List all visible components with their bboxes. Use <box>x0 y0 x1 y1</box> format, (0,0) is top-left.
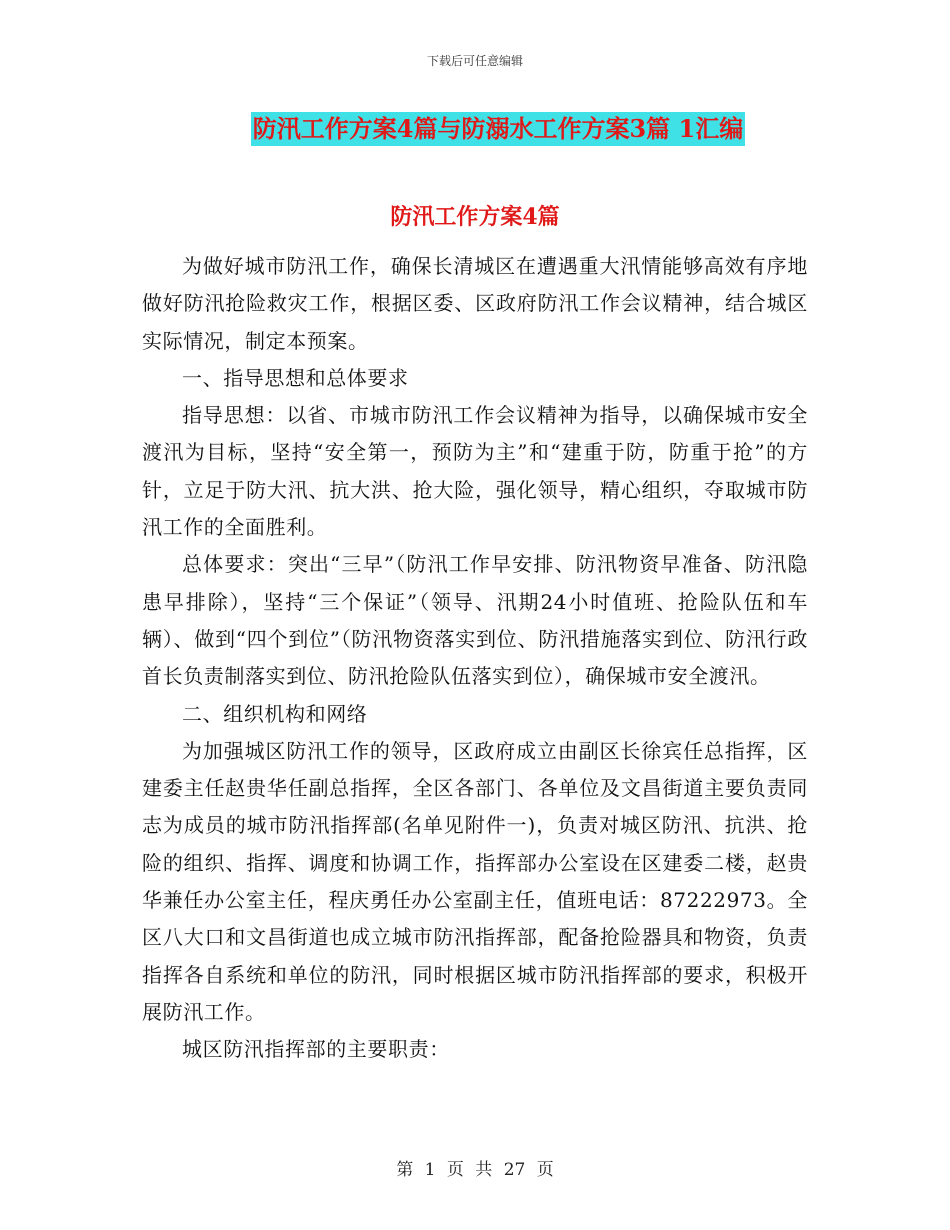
document-title: 防汛工作方案4篇与防溺水工作方案3篇 1汇编 <box>251 112 745 146</box>
heading-organization: 二、组织机构和网络 <box>182 701 368 726</box>
paragraph: 城区防汛指挥部的主要职责： <box>182 1037 450 1062</box>
paragraph: 指导思想：以省、市城市防汛工作会议精神为指导，以确保城市安全渡汛为目标，坚持“安全第一，预防为主”和“建重于防，防重于抢”的方针，立足于防大汛、抗大洪、抢大险，强化领导，精心组织，夺取城市防汛工作的全面胜利。 <box>142 403 808 540</box>
page-number: 第 1 页 共 27 页 <box>396 1160 554 1180</box>
document-body <box>142 248 808 1069</box>
section-title: 防汛工作方案4篇 <box>390 204 560 230</box>
heading-guiding-ideology: 一、指导思想和总体要求 <box>182 365 409 390</box>
paragraph: 总体要求：突出“三早”（防汛工作早安排、防汛物资早准备、防汛隐患早排除），坚持“三个保证”（领导、汛期24小时值班、抢险队伍和车辆）、做到“四个到位”（防汛物资落实到位、防汛措施落实到位、防汛行政首长负责制落实到位、防汛抢险队伍落实到位），确保城市安全渡汛。 <box>142 552 808 689</box>
header-note: 下载后可任意编辑 <box>426 54 523 68</box>
paragraph: 为加强城区防汛工作的领导，区政府成立由副区长徐宾任总指挥，区建委主任赵贵华任副总指挥，全区各部门、各单位及文昌街道主要负责同志为成员的城市防汛指挥部(名单见附件一)，负责对城区防汛、抗洪、抢险的组织、指挥、调度和协调工作，指挥部办公室设在区建委二楼，赵贵华兼任办公室主任，程庆勇任办公室副主任，值班电话：87222973。全区八大口和文昌街道也成立城市防汛指挥部，配备抢险器具和物资，负责指挥各自系统和单位的防汛，同时根据区城市防汛指挥部的要求，积极开展防汛工作。 <box>142 738 808 1024</box>
paragraph: 为做好城市防汛工作，确保长清城区在遭遇重大汛情能够高效有序地做好防汛抢险救灾工作，根据区委、区政府防汛工作会议精神，结合城区实际情况，制定本预案。 <box>142 254 808 353</box>
title-container <box>0 112 950 146</box>
